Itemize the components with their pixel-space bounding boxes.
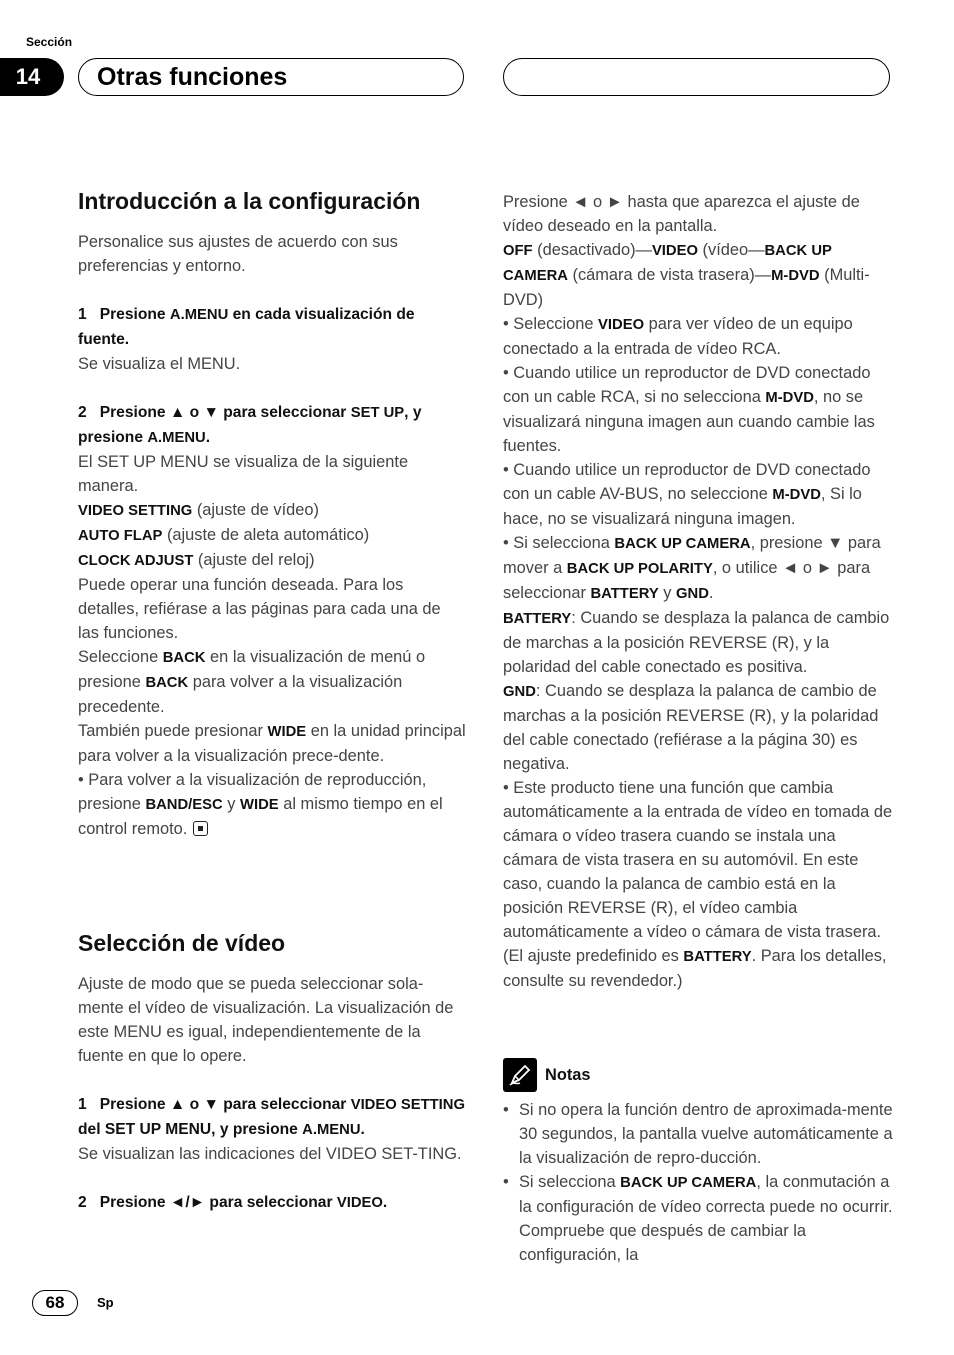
notes-header [503,1058,893,1092]
gnd-desc: GND: Cuando se desplaza la palanca de cambio de marchas a la posición REVERSE (R), y la polaridad del cable conectado (refiérase a la página 30) es negativa. [503,682,879,773]
video-step-2: 2 Presione ◄/► para seleccionar VIDEO. [78,1194,388,1211]
section-number: 14 [0,58,64,96]
empty-title-box [503,58,890,96]
menu-item: AUTO FLAP (ajuste de aleta automático) [78,526,370,544]
battery-desc: BATTERY: Cuando se desplaza la palanca de cambio de marchas a la posición REVERSE (R), y la polaridad del cable conectado es positiva. [503,609,890,676]
video-options: OFF (desactivado)—VIDEO (vídeo—BACK UP CAMERA (cámara de vista trasera)—M-DVD (Multi-DVD) [503,241,870,309]
notes-title: Notas [545,1066,591,1084]
intro-step-1-result: Se visualiza el MENU. [78,355,241,373]
bullet-video: • Seleccione VIDEO para ver vídeo de un equipo conectado a la entrada de vídeo RCA. [503,315,853,358]
video-intro-text: Ajuste de modo que se pueda seleccionar sola-mente el vídeo de visualización. La visualización de este MENU es igual, independientemente de la fuente en que lo opere. [78,975,454,1065]
section-label: Sección [26,35,73,49]
notes-section [503,1058,893,1267]
intro-heading: Introducción a la configuración [78,188,421,214]
menu-item: VIDEO SETTING (ajuste de vídeo) [78,501,319,519]
right-intro: Presione ◄ o ► hasta que aparezca el ajuste de vídeo deseado en la pantalla. [503,193,860,235]
note-item: • Si no opera la función dentro de aproximada-mente 30 segundos, la pantalla vuelve automáticamente a la visualización de repro-ducción. [503,1101,893,1167]
language-code: Sp [97,1295,114,1310]
intro-text: Personalice sus ajustes de acuerdo con sus preferencias y entorno. [78,233,398,275]
chapter-title: Otras funciones [97,62,288,91]
bullet-backup: • Si selecciona BACK UP CAMERA, presione ▼ para mover a BACK UP POLARITY, o utilice ◄ o ► para seleccionar BATTERY y GND. [503,534,881,602]
return-paragraph: • Para volver a la visualización de reproducción, presione BAND/ESC y WIDE al mismo tiempo en el control remoto. [78,771,443,838]
intro-step-1: 1 Presione A.MENU en cada visualización de fuente. [78,306,415,348]
page-number: 68 [32,1290,78,1316]
bullet-avbus: • Cuando utilice un reproductor de DVD conectado con un cable AV-BUS, no seleccione M-DVD, Si lo hace, no se visualizará ninguna imagen. [503,461,871,528]
notes-pencil-icon [503,1058,537,1092]
wide-paragraph: También puede presionar WIDE en la unidad principal para volver a la visualización prece-dente. [78,722,466,765]
intro-step-2: 2 Presione ▲ o ▼ para seleccionar SET UP, y presione A.MENU. [78,404,422,446]
menu-item: CLOCK ADJUST (ajuste del reloj) [78,551,315,569]
bullet-auto-switch: • Este producto tiene una función que cambia automáticamente a la entrada de vídeo en tomada de cámara o vídeo trasera cuando se instala una cámara de vista trasera en su automóvil. En este caso, cuando la palanca de cambio está en la posición REVERSE (R), el vídeo cambia automáticamente a vídeo o cámara de vista trasera. (El ajuste predefinido es BATTERY. Para los detalles, consulte su revendedor.) [503,779,893,990]
bullet-rca: • Cuando utilice un reproductor de DVD conectado con un cable RCA, si no selecciona M-DVD, no se visualizará ninguna imagen aun cuando cambie las fuentes. [503,364,875,455]
operate-paragraph: Puede operar una función deseada. Para los detalles, refiérase a las páginas para cada una de las funciones. [78,576,441,642]
back-paragraph: Seleccione BACK en la visualización de menú o presione BACK para volver a la visualización precedente. [78,648,426,716]
chapter-title-box [78,58,464,96]
left-column [78,186,466,841]
end-mark-icon [193,821,208,836]
video-step-1-result: Se visualizan las indicaciones del VIDEO SET-TING. [78,1145,462,1163]
video-section [78,928,466,1215]
video-heading: Selección de vídeo [78,930,286,956]
note-item: • Si selecciona BACK UP CAMERA, la conmutación a la configuración de vídeo correcta puede no ocurrir. Compruebe que después de cambiar la configuración, la [503,1173,893,1264]
right-column [503,190,893,993]
video-step-1: 1 Presione ▲ o ▼ para seleccionar VIDEO SETTING del SET UP MENU, y presione A.MENU. [78,1096,465,1138]
intro-step-2-result: El SET UP MENU se visualiza de la siguiente manera. [78,453,409,495]
